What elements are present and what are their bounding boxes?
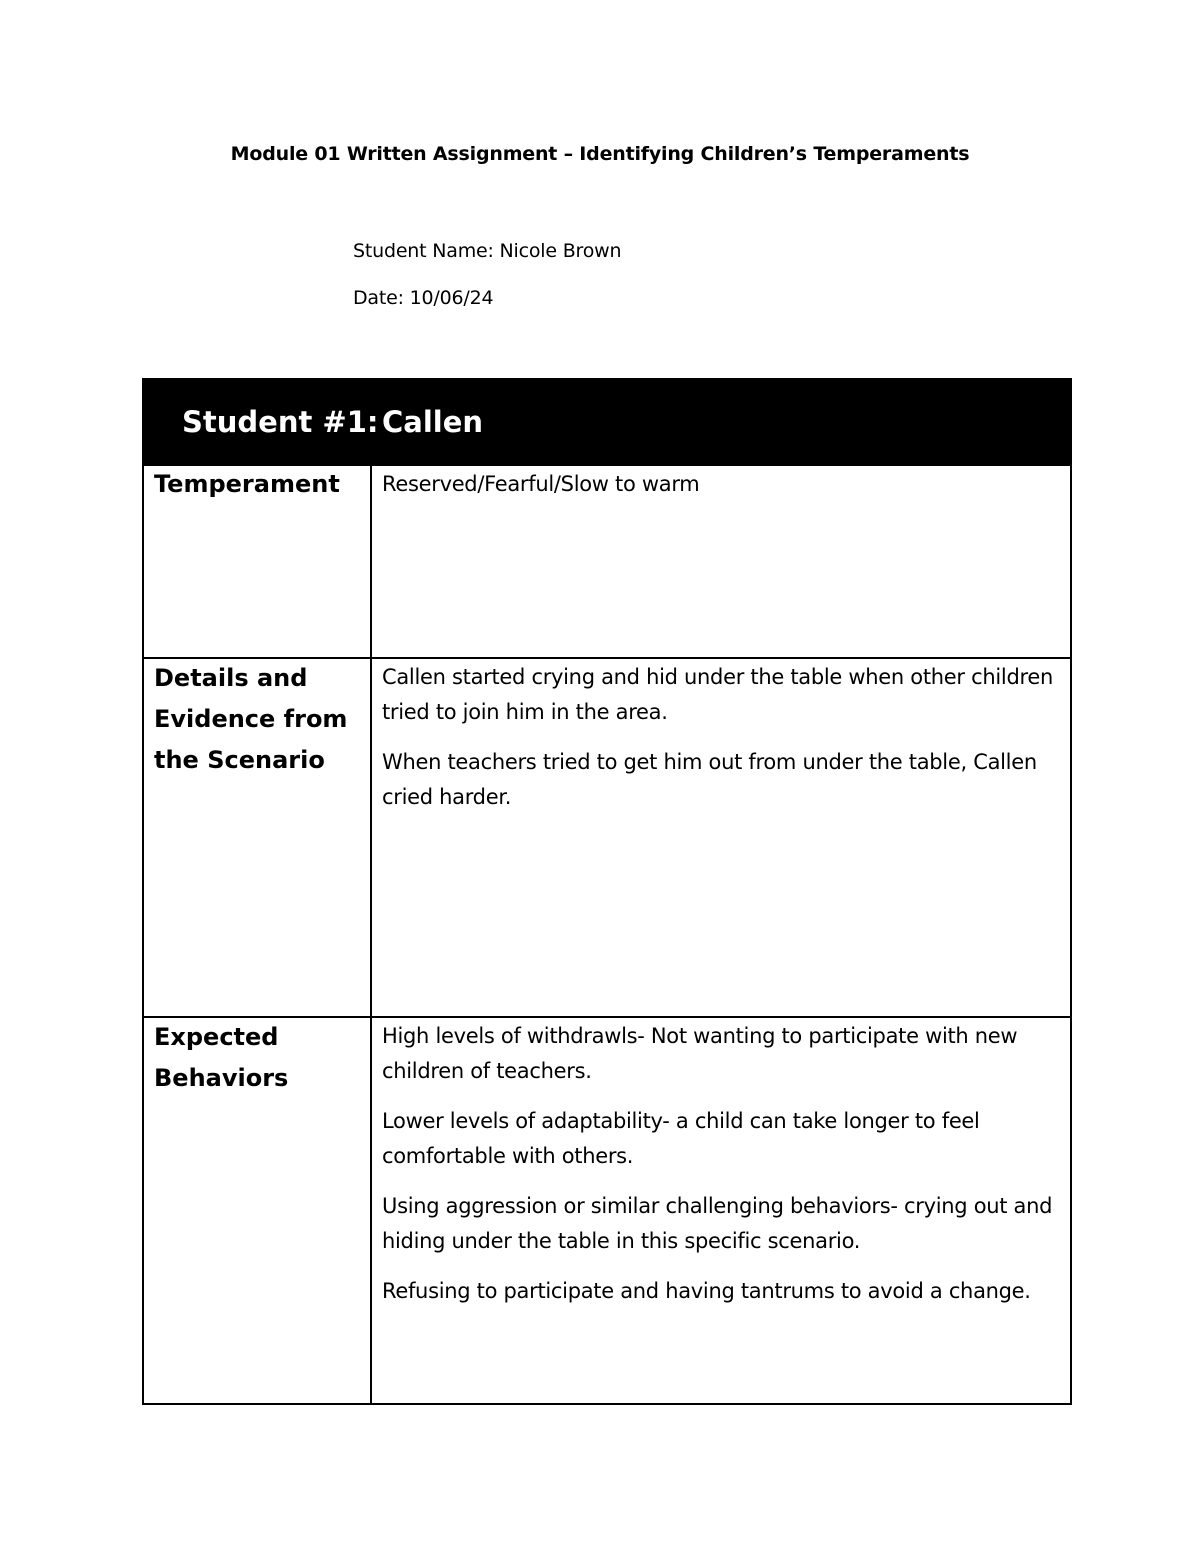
row-paragraph: When teachers tried to get him out from under the table, Callen cried harder. — [382, 750, 1037, 809]
row-label-cell — [143, 465, 371, 658]
table-header-row — [143, 379, 1071, 465]
row-paragraph: Using aggression or similar challenging behaviors- crying out and hiding under the table in this specific scenario. — [382, 1194, 1053, 1253]
row-content-cell — [371, 658, 1071, 1017]
row-label-cell — [143, 1017, 371, 1404]
row-label-cell — [143, 658, 371, 1017]
row-label: Details and Evidence from the Scenario — [154, 664, 348, 774]
student-number-label: Student #1: — [182, 405, 379, 439]
row-paragraph: Refusing to participate and having tantrums to avoid a change. — [382, 1279, 1031, 1303]
table-header — [143, 379, 1071, 465]
row-label: Expected Behaviors — [154, 1023, 289, 1092]
row-paragraph: Callen started crying and hid under the table when other children tried to join him in the area. — [382, 665, 1053, 724]
date-line: Date: 10/06/24 — [353, 287, 494, 309]
table-row-details — [143, 658, 1071, 1017]
row-label: Temperament — [154, 470, 340, 498]
student-name-line: Student Name: Nicole Brown — [353, 240, 622, 262]
row-paragraph: High levels of withdrawls- Not wanting to participate with new children of teachers. — [382, 1024, 1018, 1083]
temperament-table — [142, 378, 1072, 1405]
row-content-cell — [371, 465, 1071, 658]
table-row-expected-behaviors — [143, 1017, 1071, 1404]
document-title: Module 01 Written Assignment – Identifying Children’s Temperaments — [230, 143, 970, 165]
student-name-heading: Callen — [382, 405, 484, 439]
row-paragraph: Reserved/Fearful/Slow to warm — [382, 472, 700, 496]
row-content-cell — [371, 1017, 1071, 1404]
row-paragraph: Lower levels of adaptability- a child can take longer to feel comfortable with others. — [382, 1109, 980, 1168]
table-row-temperament — [143, 465, 1071, 658]
